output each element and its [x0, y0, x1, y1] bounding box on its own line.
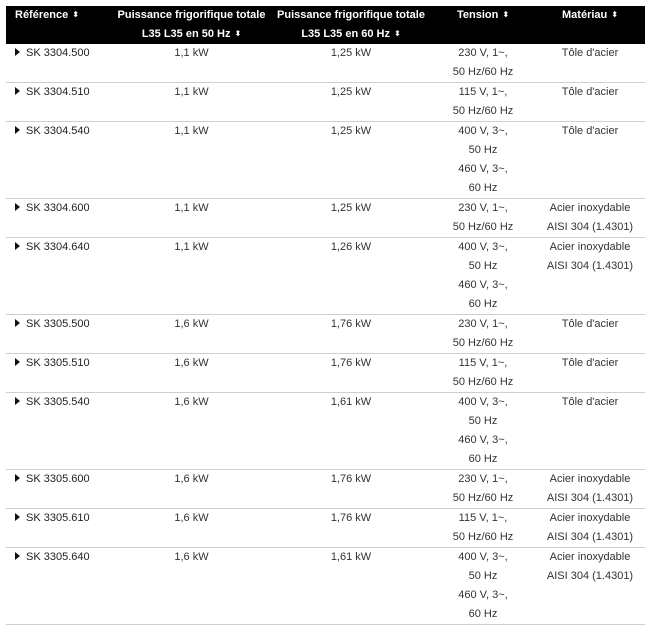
cell-reference[interactable] [6, 393, 112, 470]
column-header-label: Matériau [562, 9, 608, 21]
expand-triangle-icon[interactable] [15, 203, 20, 211]
cell-materiau [535, 354, 645, 393]
cell-tension [431, 44, 535, 83]
reference-link[interactable]: SK 3304.500 [26, 47, 90, 59]
tension-line: 50 Hz/60 Hz [452, 105, 514, 117]
column-header-sublabel: L35 L35 en 60 Hz [301, 28, 390, 40]
cell-cooling-50hz: 1,6 kW [112, 354, 271, 393]
cell-cooling-60hz: 1,61 kW [271, 393, 431, 470]
tension-line: 400 V, 3~, [458, 396, 508, 408]
column-header-label: Référence [15, 9, 69, 21]
reference-link[interactable]: SK 3304.540 [26, 125, 90, 137]
cell-cooling-50hz: 1,1 kW [112, 122, 271, 199]
tension-line: 230 V, 1~, [458, 318, 508, 330]
cell-tension [431, 354, 535, 393]
table-row[interactable] [6, 83, 645, 122]
expand-triangle-icon[interactable] [15, 552, 20, 560]
table-row[interactable] [6, 354, 645, 393]
product-table-container [6, 6, 645, 625]
tension-line: 50 Hz/60 Hz [452, 337, 514, 349]
expand-triangle-icon[interactable] [15, 513, 20, 521]
cell-cooling-50hz: 1,6 kW [112, 470, 271, 509]
expand-triangle-icon[interactable] [15, 319, 20, 327]
cell-materiau [535, 393, 645, 470]
materiau-line: AISI 304 (1.4301) [546, 260, 634, 272]
reference-link[interactable]: SK 3305.510 [26, 357, 90, 369]
tension-line: 50 Hz/60 Hz [452, 221, 514, 233]
reference-link[interactable]: SK 3305.500 [26, 318, 90, 330]
cell-reference[interactable] [6, 354, 112, 393]
tension-line: 50 Hz/60 Hz [452, 66, 514, 78]
cell-reference[interactable] [6, 509, 112, 548]
cell-materiau [535, 83, 645, 122]
tension-line: 115 V, 1~, [458, 86, 508, 98]
cell-reference[interactable] [6, 315, 112, 354]
cell-reference[interactable] [6, 470, 112, 509]
tension-line: 50 Hz/60 Hz [452, 376, 514, 388]
table-row[interactable] [6, 199, 645, 238]
cell-tension [431, 393, 535, 470]
tension-line: 60 Hz [468, 182, 498, 194]
table-row[interactable] [6, 393, 645, 470]
expand-triangle-icon[interactable] [15, 397, 20, 405]
reference-link[interactable]: SK 3305.610 [26, 512, 90, 524]
column-header-tension[interactable] [431, 6, 535, 44]
materiau-line: Acier inoxydable [549, 473, 631, 485]
cell-cooling-60hz: 1,25 kW [271, 44, 431, 83]
cell-materiau [535, 199, 645, 238]
column-header-reference[interactable] [6, 6, 112, 44]
column-header-label: Tension [456, 9, 499, 21]
materiau-line: Tôle d'acier [561, 86, 619, 98]
cell-materiau [535, 315, 645, 354]
cell-cooling-60hz: 1,25 kW [271, 199, 431, 238]
materiau-line: AISI 304 (1.4301) [546, 570, 634, 582]
cell-reference[interactable] [6, 548, 112, 625]
tension-line: 50 Hz [468, 144, 498, 156]
cell-cooling-50hz: 1,6 kW [112, 548, 271, 625]
cell-reference[interactable] [6, 238, 112, 315]
sort-up-down-icon[interactable]: ⬍ [611, 10, 618, 19]
materiau-line: Tôle d'acier [561, 125, 619, 137]
sort-up-down-icon[interactable]: ⬍ [72, 10, 79, 19]
tension-line: 115 V, 1~, [458, 512, 508, 524]
cell-cooling-50hz: 1,6 kW [112, 393, 271, 470]
column-header-cooling-60hz[interactable] [271, 6, 431, 44]
cell-cooling-60hz: 1,26 kW [271, 238, 431, 315]
tension-line: 50 Hz [468, 260, 498, 272]
cell-cooling-50hz: 1,1 kW [112, 83, 271, 122]
materiau-line: Acier inoxydable [549, 202, 631, 214]
cell-reference[interactable] [6, 199, 112, 238]
cell-cooling-60hz: 1,76 kW [271, 470, 431, 509]
tension-line: 460 V, 3~, [458, 589, 508, 601]
cell-cooling-60hz: 1,25 kW [271, 122, 431, 199]
materiau-line: AISI 304 (1.4301) [546, 221, 634, 233]
cell-cooling-60hz: 1,76 kW [271, 315, 431, 354]
materiau-line: Acier inoxydable [549, 512, 631, 524]
reference-link[interactable]: SK 3304.600 [26, 202, 90, 214]
tension-line: 400 V, 3~, [458, 551, 508, 563]
materiau-line: Tôle d'acier [561, 357, 619, 369]
cell-tension [431, 83, 535, 122]
cell-tension [431, 315, 535, 354]
cell-materiau [535, 548, 645, 625]
cell-materiau [535, 44, 645, 83]
tension-line: 50 Hz [468, 415, 498, 427]
reference-link[interactable]: SK 3305.640 [26, 551, 90, 563]
tension-line: 230 V, 1~, [458, 473, 508, 485]
column-header-materiau[interactable] [535, 6, 645, 44]
cell-tension [431, 199, 535, 238]
materiau-line: Acier inoxydable [549, 551, 631, 563]
expand-triangle-icon[interactable] [15, 474, 20, 482]
materiau-line: Tôle d'acier [561, 318, 619, 330]
cell-cooling-50hz: 1,6 kW [112, 509, 271, 548]
tension-line: 50 Hz/60 Hz [452, 531, 514, 543]
expand-triangle-icon[interactable] [15, 242, 20, 250]
cell-cooling-50hz: 1,1 kW [112, 238, 271, 315]
table-row[interactable] [6, 509, 645, 548]
cell-materiau [535, 238, 645, 315]
column-header-sublabel: L35 L35 en 50 Hz [141, 28, 231, 40]
cell-materiau [535, 122, 645, 199]
tension-line: 115 V, 1~, [458, 357, 508, 369]
table-header [6, 6, 645, 44]
cell-cooling-50hz: 1,1 kW [112, 44, 271, 83]
reference-link[interactable]: SK 3305.540 [26, 396, 90, 408]
tension-line: 230 V, 1~, [458, 47, 508, 59]
table-body [6, 44, 645, 625]
cell-materiau [535, 509, 645, 548]
column-header-label: Puissance frigorifique totale [117, 9, 266, 21]
materiau-line: AISI 304 (1.4301) [546, 531, 634, 543]
tension-line: 60 Hz [468, 298, 498, 310]
sort-up-down-icon[interactable]: ⬍ [502, 10, 510, 19]
column-header-label: Puissance frigorifique totale [277, 9, 425, 21]
materiau-line: AISI 304 (1.4301) [546, 492, 634, 504]
cell-reference[interactable] [6, 83, 112, 122]
cell-reference[interactable] [6, 44, 112, 83]
cell-tension [431, 122, 535, 199]
table-row[interactable] [6, 548, 645, 625]
table-row[interactable] [6, 44, 645, 83]
reference-link[interactable]: SK 3304.640 [26, 241, 90, 253]
product-table [6, 6, 645, 625]
expand-triangle-icon[interactable] [15, 48, 20, 56]
tension-line: 230 V, 1~, [458, 202, 508, 214]
cell-reference[interactable] [6, 122, 112, 199]
tension-line: 400 V, 3~, [458, 241, 508, 253]
tension-line: 460 V, 3~, [458, 434, 508, 446]
cell-cooling-50hz: 1,6 kW [112, 315, 271, 354]
tension-line: 50 Hz [468, 570, 498, 582]
sort-up-down-icon[interactable]: ⬍ [393, 29, 401, 38]
cell-cooling-60hz: 1,61 kW [271, 548, 431, 625]
reference-link[interactable]: SK 3304.510 [26, 86, 90, 98]
cell-tension [431, 238, 535, 315]
cell-tension [431, 470, 535, 509]
cell-tension [431, 509, 535, 548]
expand-triangle-icon[interactable] [15, 126, 20, 134]
cell-cooling-60hz: 1,25 kW [271, 83, 431, 122]
sort-up-down-icon[interactable]: ⬍ [234, 29, 242, 38]
expand-triangle-icon[interactable] [15, 87, 20, 95]
cell-materiau [535, 470, 645, 509]
cell-cooling-50hz: 1,1 kW [112, 199, 271, 238]
tension-line: 460 V, 3~, [458, 279, 508, 291]
header-row [6, 6, 645, 44]
cell-tension [431, 548, 535, 625]
expand-triangle-icon[interactable] [15, 358, 20, 366]
column-header-cooling-50hz[interactable] [112, 6, 271, 44]
table-row[interactable] [6, 122, 645, 199]
tension-line: 60 Hz [468, 608, 498, 620]
tension-line: 50 Hz/60 Hz [452, 492, 514, 504]
materiau-line: Tôle d'acier [561, 47, 619, 59]
tension-line: 400 V, 3~, [458, 125, 508, 137]
materiau-line: Acier inoxydable [549, 241, 631, 253]
tension-line: 60 Hz [468, 453, 498, 465]
cell-cooling-60hz: 1,76 kW [271, 509, 431, 548]
cell-cooling-60hz: 1,76 kW [271, 354, 431, 393]
table-row[interactable] [6, 470, 645, 509]
table-row[interactable] [6, 238, 645, 315]
materiau-line: Tôle d'acier [561, 396, 619, 408]
tension-line: 460 V, 3~, [458, 163, 508, 175]
table-row[interactable] [6, 315, 645, 354]
reference-link[interactable]: SK 3305.600 [26, 473, 90, 485]
